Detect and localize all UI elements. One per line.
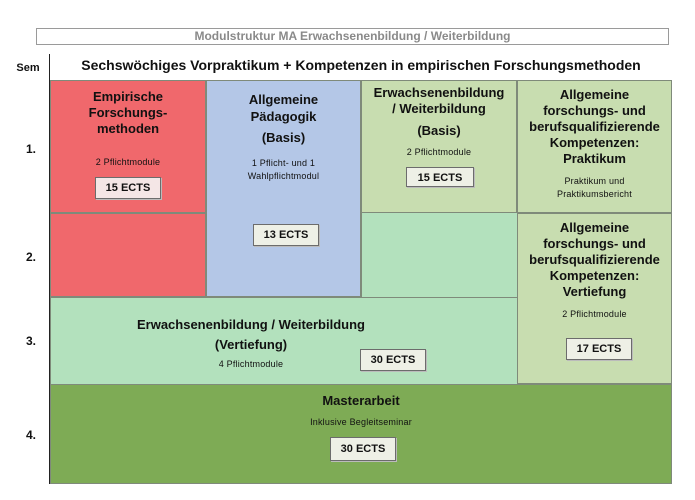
module-empirische-forschungsmethoden: [50, 80, 206, 213]
module-subtitle: 1 Pflicht- und 1 Wahlpflichtmodul: [247, 158, 320, 181]
diagram-title: Modulstruktur MA Erwachsenenbildung / Weiterbildung: [36, 28, 669, 45]
module-title: Allgemeine forschungs- und berufsqualifizierende Kompetenzen: Vertiefung: [529, 220, 660, 299]
module-masterarbeit: [50, 384, 672, 484]
semester-header: Sem: [16, 62, 40, 74]
module-kompetenzen-praktikum: [517, 80, 672, 213]
module-subtitle: 4 Pflichtmodule: [218, 359, 284, 369]
module-title: Allgemeine Pädagogik (Basis): [248, 92, 319, 145]
module-subtitle: 2 Pflichtmodule: [95, 157, 161, 167]
module-subtitle: 2 Pflichtmodule: [562, 309, 627, 319]
module-title: Empirische Forschungs- methoden: [88, 89, 168, 136]
ects-badge: 30 ECTS: [330, 437, 396, 461]
vorpraktikum-strip: Sechswöchiges Vorpraktikum + Kompetenzen in empirischen Forschungsmethoden: [81, 57, 641, 73]
semester-label-2: 2.: [25, 250, 36, 264]
module-empirische-continued: [50, 213, 206, 297]
module-ewb-vertiefung: [50, 297, 517, 384]
ects-badge: 30 ECTS: [360, 349, 426, 371]
module-subtitle: Inklusive Begleitseminar: [310, 417, 412, 427]
semester-label-1: 1.: [25, 142, 36, 156]
module-kompetenzen-vertiefung: [517, 213, 672, 384]
module-ewb-basis: [361, 80, 517, 213]
module-subtitle: 2 Pflichtmodule: [406, 147, 472, 157]
module-ewb-vertiefung-top: [361, 213, 517, 297]
semester-label-4: 4.: [25, 428, 36, 442]
module-title: Allgemeine forschungs- und berufsqualifizierende Kompetenzen: Praktikum: [529, 87, 660, 166]
ects-badge: 17 ECTS: [566, 338, 632, 360]
ects-badge: 15 ECTS: [406, 167, 474, 187]
module-title: Masterarbeit: [322, 393, 400, 408]
module-title: Erwachsenenbildung / Weiterbildung (Basis): [373, 85, 505, 138]
module-title: Erwachsenenbildung / Weiterbildung (Vertiefung): [136, 317, 365, 352]
ects-badge: 15 ECTS: [95, 177, 161, 199]
module-allgemeine-paedagogik: [206, 80, 361, 297]
ects-badge: 13 ECTS: [253, 224, 319, 246]
semester-label-3: 3.: [25, 334, 36, 348]
module-subtitle: Praktikum und Praktikumsbericht: [557, 176, 632, 199]
